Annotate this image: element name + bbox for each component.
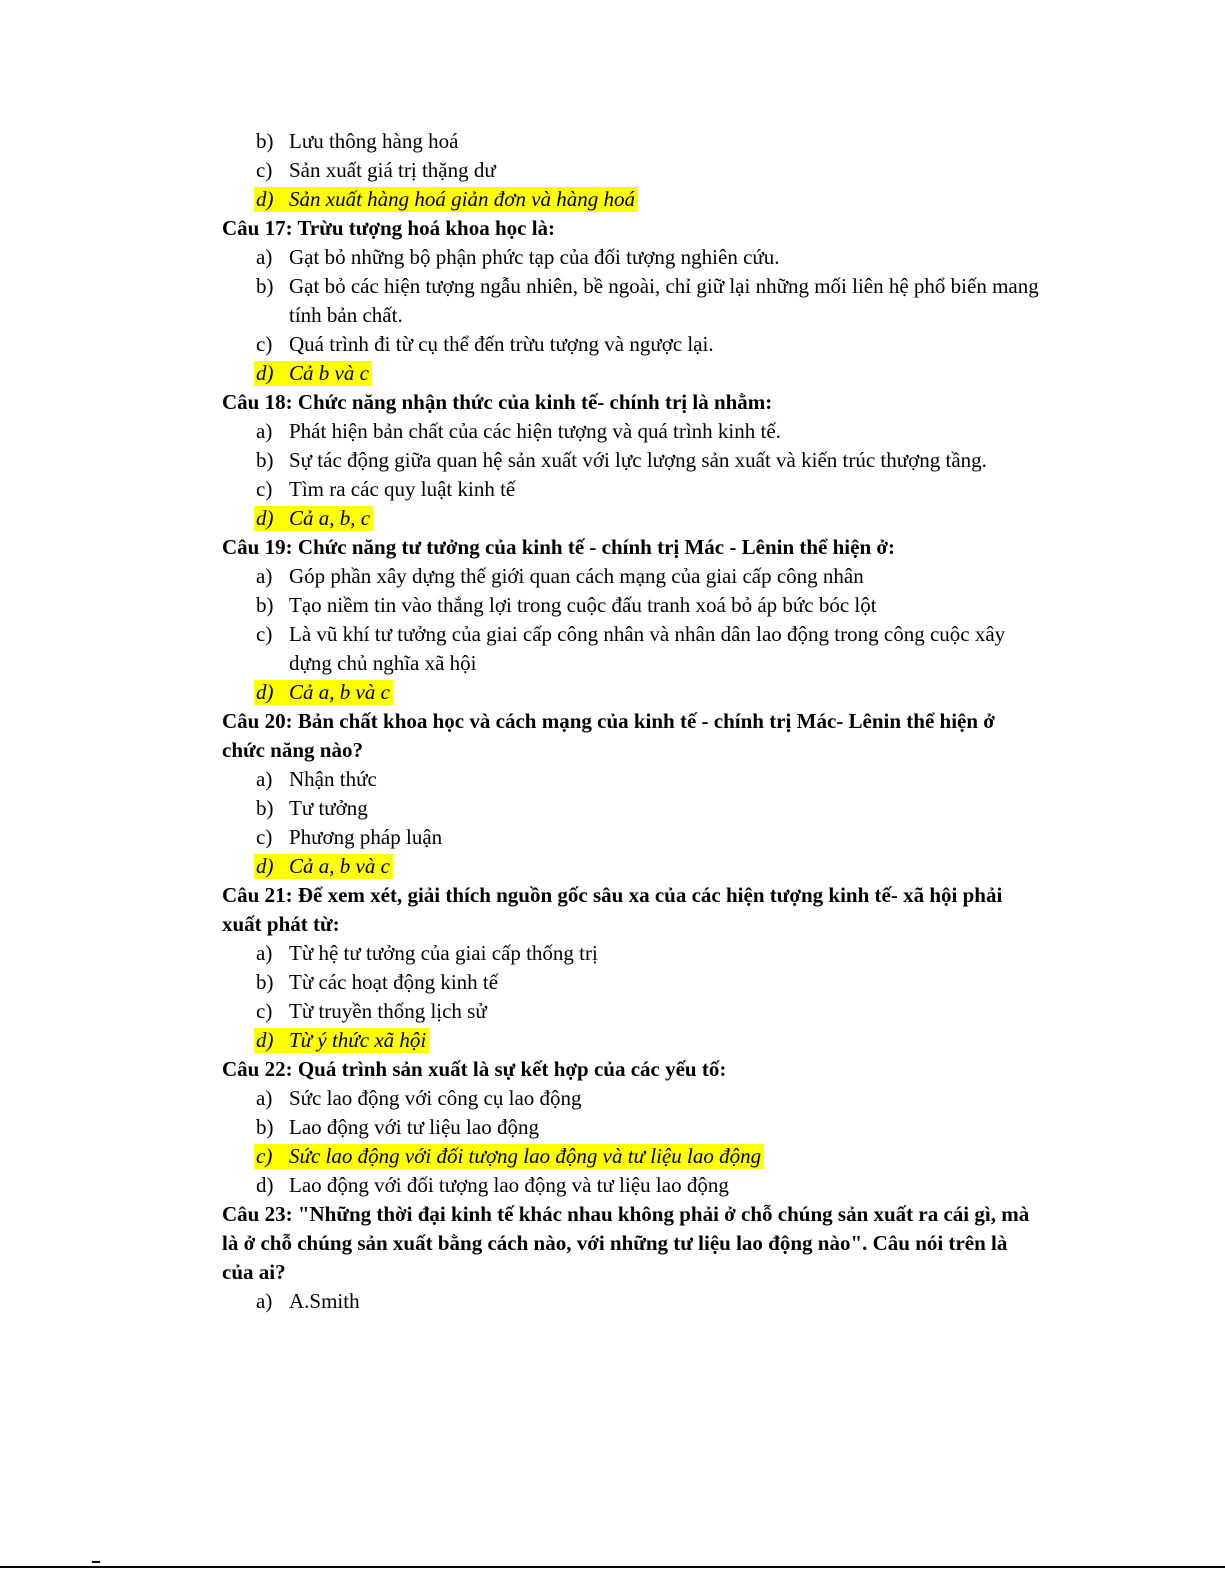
option-content xyxy=(256,941,598,965)
option-text: Cả a, b và c xyxy=(289,680,390,704)
option-label: c) xyxy=(256,1144,273,1168)
page-edge-mark xyxy=(92,1561,100,1563)
question-text: Câu 22: Quá trình sản xuất là sự kết hợp của các yếu tố: xyxy=(222,1057,727,1081)
option-label: a) xyxy=(256,941,273,965)
answer-option-highlighted xyxy=(222,185,1082,214)
answer-option xyxy=(222,997,1082,1026)
option-label: b) xyxy=(256,970,274,994)
option-label: b) xyxy=(256,1115,274,1139)
option-continuation: tính bản chất. xyxy=(289,303,403,327)
option-content xyxy=(256,767,377,791)
option-text: Lưu thông hàng hoá xyxy=(289,129,459,153)
answer-option-highlighted xyxy=(222,1026,1082,1055)
option-text: Từ hệ tư tưởng của giai cấp thống trị xyxy=(289,941,598,965)
option-label: d) xyxy=(256,680,274,704)
option-text: Tư tưởng xyxy=(289,796,368,820)
option-text: A.Smith xyxy=(289,1289,360,1313)
option-text: Sức lao động với đối tượng lao động và tư liệu lao động xyxy=(289,1144,762,1168)
option-label: c) xyxy=(256,332,273,356)
document-body xyxy=(222,127,1082,1316)
option-text: Gạt bỏ những bộ phận phức tạp của đối tượng nghiên cứu. xyxy=(289,245,780,269)
answer-option-highlighted xyxy=(222,678,1082,707)
question-text: là ở chỗ chúng sản xuất bằng cách nào, với những tư liệu lao động nào". Câu nói trên là xyxy=(222,1231,1008,1255)
page-bottom-rule xyxy=(0,1566,1225,1568)
option-label: d) xyxy=(256,854,274,878)
option-content xyxy=(256,245,780,269)
option-text: Phương pháp luận xyxy=(289,825,443,849)
question-text: Câu 17: Trừu tượng hoá khoa học là: xyxy=(222,216,556,240)
option-content xyxy=(256,999,487,1023)
option-text: Nhận thức xyxy=(289,767,377,791)
option-content xyxy=(256,158,496,182)
option-content xyxy=(256,796,368,820)
option-text: Sản xuất giá trị thặng dư xyxy=(289,158,496,182)
highlighted-answer xyxy=(254,361,372,386)
option-label: b) xyxy=(256,593,274,617)
option-content xyxy=(256,593,877,617)
option-text: Cả a, b, c xyxy=(289,506,371,530)
option-content xyxy=(256,564,864,588)
answer-option xyxy=(222,562,1082,591)
answer-option xyxy=(222,823,1082,852)
answer-option-highlighted xyxy=(222,359,1082,388)
option-content xyxy=(256,1086,582,1110)
answer-option xyxy=(222,475,1082,504)
option-text: Tìm ra các quy luật kinh tế xyxy=(289,477,516,501)
option-label: c) xyxy=(256,825,273,849)
answer-option xyxy=(222,794,1082,823)
answer-option-highlighted xyxy=(222,1142,1082,1171)
option-text: Sản xuất hàng hoá giản đơn và hàng hoá xyxy=(289,187,636,211)
option-label: b) xyxy=(256,274,274,298)
answer-option-highlighted xyxy=(222,504,1082,533)
option-content xyxy=(256,419,781,443)
answer-option xyxy=(222,330,1082,359)
option-content xyxy=(256,129,458,153)
option-label: a) xyxy=(256,1289,273,1313)
option-text: Cả b và c xyxy=(289,361,369,385)
option-content xyxy=(256,1289,360,1313)
highlighted-answer xyxy=(254,187,638,212)
question-text: xuất phát từ: xyxy=(222,912,340,936)
option-label: d) xyxy=(256,1028,274,1052)
option-text: Sức lao động với công cụ lao động xyxy=(289,1086,582,1110)
option-text: Cả a, b và c xyxy=(289,854,390,878)
option-text: Từ các hoạt động kinh tế xyxy=(289,970,499,994)
highlighted-answer xyxy=(254,1144,764,1169)
question-text: Câu 18: Chức năng nhận thức của kinh tế- chính trị là nhằm: xyxy=(222,390,773,414)
option-text: Lao động với đối tượng lao động và tư liệu lao động xyxy=(289,1173,729,1197)
option-text: Từ truyền thống lịch sử xyxy=(289,999,487,1023)
answer-option xyxy=(222,1084,1082,1113)
option-label: a) xyxy=(256,1086,273,1110)
option-label: c) xyxy=(256,477,273,501)
answer-option xyxy=(222,156,1082,185)
question-text: Câu 20: Bản chất khoa học và cách mạng của kinh tế - chính trị Mác- Lênin thể hiện ở xyxy=(222,709,995,733)
answer-option-highlighted xyxy=(222,852,1082,881)
option-content xyxy=(256,448,987,472)
answer-option xyxy=(222,272,1082,301)
question-text: Câu 21: Để xem xét, giải thích nguồn gốc sâu xa của các hiện tượng kinh tế- xã hội phải xyxy=(222,883,1003,907)
option-content xyxy=(256,274,1039,298)
option-text: Quá trình đi từ cụ thể đến trừu tượng và ngược lại. xyxy=(289,332,714,356)
highlighted-answer xyxy=(254,854,393,879)
option-text: Gạt bỏ các hiện tượng ngẫu nhiên, bề ngoài, chỉ giữ lại những mối liên hệ phổ biến mang xyxy=(289,274,1039,298)
option-label: d) xyxy=(256,187,274,211)
answer-option xyxy=(222,1171,1082,1200)
option-label: d) xyxy=(256,361,274,385)
answer-option xyxy=(222,243,1082,272)
answer-option xyxy=(222,127,1082,156)
option-content xyxy=(256,825,442,849)
answer-option xyxy=(222,417,1082,446)
answer-option xyxy=(222,620,1082,649)
option-content xyxy=(256,622,1005,646)
option-label: a) xyxy=(256,564,273,588)
answer-option xyxy=(222,1113,1082,1142)
option-label: a) xyxy=(256,245,273,269)
option-content xyxy=(256,1173,729,1197)
question-text: chức năng nào? xyxy=(222,738,363,762)
option-label: a) xyxy=(256,767,273,791)
option-label: a) xyxy=(256,419,273,443)
question-text: của ai? xyxy=(222,1260,286,1284)
option-label: b) xyxy=(256,448,274,472)
option-text: Là vũ khí tư tưởng của giai cấp công nhân và nhân dân lao động trong công cuộc xây xyxy=(289,622,1006,646)
option-label: c) xyxy=(256,158,273,182)
option-content xyxy=(256,1115,539,1139)
option-content xyxy=(256,477,515,501)
highlighted-answer xyxy=(254,680,393,705)
answer-option xyxy=(222,968,1082,997)
option-content xyxy=(256,970,498,994)
option-text: Phát hiện bản chất của các hiện tượng và quá trình kinh tế. xyxy=(289,419,781,443)
option-label: b) xyxy=(256,129,274,153)
option-text: Từ ý thức xã hội xyxy=(289,1028,427,1052)
answer-option xyxy=(222,1287,1082,1316)
option-label: c) xyxy=(256,999,273,1023)
answer-option xyxy=(222,591,1082,620)
option-text: Lao động với tư liệu lao động xyxy=(289,1115,539,1139)
option-label: d) xyxy=(256,506,274,530)
answer-option xyxy=(222,765,1082,794)
answer-option xyxy=(222,446,1082,475)
option-text: Sự tác động giữa quan hệ sản xuất với lực lượng sản xuất và kiến trúc thượng tầng. xyxy=(289,448,987,472)
highlighted-answer xyxy=(254,1028,429,1053)
highlighted-answer xyxy=(254,506,373,531)
option-continuation: dựng chủ nghĩa xã hội xyxy=(289,651,477,675)
option-label: b) xyxy=(256,796,274,820)
question-text: Câu 19: Chức năng tư tưởng của kinh tế - chính trị Mác - Lênin thể hiện ở: xyxy=(222,535,896,559)
question-text: Câu 23: "Những thời đại kinh tế khác nhau không phải ở chỗ chúng sản xuất ra cái gì, mà xyxy=(222,1202,1030,1226)
option-text: Góp phần xây dựng thế giới quan cách mạng của giai cấp công nhân xyxy=(289,564,864,588)
answer-option xyxy=(222,939,1082,968)
option-label: d) xyxy=(256,1173,274,1197)
option-text: Tạo niềm tin vào thắng lợi trong cuộc đấu tranh xoá bỏ áp bức bóc lột xyxy=(289,593,877,617)
option-label: c) xyxy=(256,622,273,646)
option-content xyxy=(256,332,714,356)
